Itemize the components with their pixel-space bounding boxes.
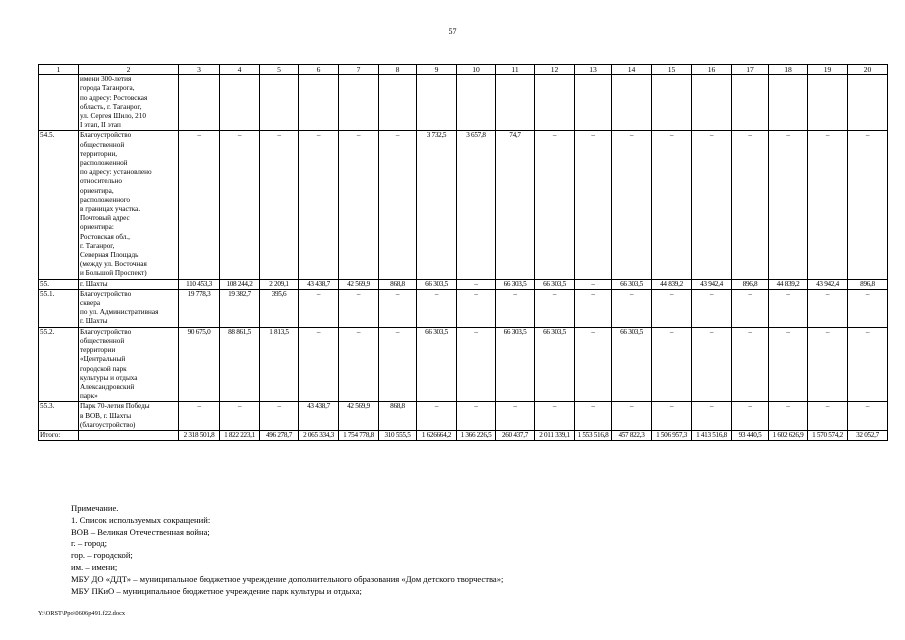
note-line: МБУ ДО «ДДТ» – муниципальное бюджетное учреждение дополнительного образования «Дом детского творчества»; <box>71 573 504 584</box>
value-cell: – <box>220 402 260 431</box>
header-cell: 4 <box>220 65 260 75</box>
note-line: г. – город; <box>71 538 108 549</box>
value-cell: – <box>808 289 848 327</box>
header-cell: 14 <box>612 65 652 75</box>
value-cell: 19 778,3 <box>179 289 220 327</box>
value-cell: – <box>848 402 888 431</box>
value-cell: – <box>692 131 732 279</box>
value-cell: 42 569,9 <box>339 402 379 431</box>
value-cell <box>379 75 417 131</box>
value-cell: – <box>260 402 299 431</box>
value-cell: – <box>379 131 417 279</box>
value-cell: – <box>575 327 612 402</box>
value-cell: 44 839,2 <box>769 279 808 289</box>
value-cell: 896,8 <box>848 279 888 289</box>
value-cell: – <box>652 327 692 402</box>
header-cell: 12 <box>535 65 575 75</box>
value-cell: 2 011 339,1 <box>535 430 575 440</box>
value-cell: – <box>299 327 339 402</box>
value-cell: – <box>220 131 260 279</box>
value-cell: – <box>299 289 339 327</box>
value-cell: 260 437,7 <box>496 430 535 440</box>
table-row <box>39 289 888 327</box>
table-row <box>39 327 888 402</box>
value-cell: – <box>848 131 888 279</box>
row-name-cell <box>79 430 179 440</box>
header-cell: 1 <box>39 65 79 75</box>
value-cell: 1 506 957,3 <box>652 430 692 440</box>
value-cell: – <box>769 131 808 279</box>
value-cell: 3 657,8 <box>457 131 496 279</box>
header-cell: 11 <box>496 65 535 75</box>
row-name-cell: Благоустройство общественной территории «Центральный городской парк культуры и отдыха Александровский парк» <box>79 327 179 402</box>
value-cell: – <box>457 327 496 402</box>
value-cell <box>692 75 732 131</box>
value-cell: 457 822,3 <box>612 430 652 440</box>
header-cell: 19 <box>808 65 848 75</box>
value-cell: 395,6 <box>260 289 299 327</box>
value-cell: – <box>808 327 848 402</box>
value-cell: – <box>652 402 692 431</box>
value-cell: – <box>732 131 769 279</box>
value-cell <box>179 75 220 131</box>
value-cell <box>260 75 299 131</box>
value-cell: 66 303,5 <box>612 327 652 402</box>
value-cell: 44 839,2 <box>652 279 692 289</box>
row-name-cell: г. Шахты <box>79 279 179 289</box>
row-index-cell <box>39 75 79 131</box>
value-cell: – <box>575 402 612 431</box>
value-cell: 1 366 226,5 <box>457 430 496 440</box>
table-row <box>39 75 888 131</box>
value-cell: 2 209,1 <box>260 279 299 289</box>
value-cell: – <box>299 131 339 279</box>
value-cell: 66 303,5 <box>535 279 575 289</box>
document-path: Y:\ORST\Ppo\0606p491.f22.docx <box>38 610 126 617</box>
value-cell <box>220 75 260 131</box>
value-cell: 66 303,5 <box>496 279 535 289</box>
value-cell: 1 553 516,8 <box>575 430 612 440</box>
value-cell: 43 438,7 <box>299 402 339 431</box>
row-index-cell: Итого: <box>39 430 79 440</box>
row-name-cell: Благоустройство общественной территории, расположенной по адресу: установлено относительно ориентира, расположенного в границах участка. Почтовый адрес ориентира: Ростовская обл., г. Таганрог, Северная Площадь (между ул. Восточная и Большой Проспект) <box>79 131 179 279</box>
value-cell: – <box>496 402 535 431</box>
header-cell: 7 <box>339 65 379 75</box>
value-cell: – <box>339 327 379 402</box>
value-cell: 43 942,4 <box>808 279 848 289</box>
row-index-cell: 55. <box>39 279 79 289</box>
header-cell: 15 <box>652 65 692 75</box>
value-cell: – <box>808 131 848 279</box>
value-cell: – <box>652 289 692 327</box>
value-cell: – <box>457 289 496 327</box>
value-cell: 32 052,7 <box>848 430 888 440</box>
value-cell <box>848 75 888 131</box>
row-index-cell: 55.3. <box>39 402 79 431</box>
note-line: 1. Список используемых сокращений: <box>71 514 211 525</box>
value-cell <box>457 75 496 131</box>
value-cell <box>575 75 612 131</box>
value-cell: – <box>379 327 417 402</box>
header-cell: 2 <box>79 65 179 75</box>
value-cell: – <box>692 289 732 327</box>
value-cell: – <box>179 131 220 279</box>
value-cell <box>339 75 379 131</box>
value-cell <box>299 75 339 131</box>
value-cell: – <box>612 289 652 327</box>
header-cell: 8 <box>379 65 417 75</box>
value-cell <box>652 75 692 131</box>
header-cell: 16 <box>692 65 732 75</box>
value-cell: 1 570 574,2 <box>808 430 848 440</box>
value-cell: – <box>769 402 808 431</box>
header-cell: 3 <box>179 65 220 75</box>
header-cell: 17 <box>732 65 769 75</box>
header-cell: 9 <box>417 65 457 75</box>
value-cell: – <box>732 289 769 327</box>
note-line: гор. – городской; <box>71 550 133 561</box>
header-cell: 5 <box>260 65 299 75</box>
row-index-cell: 54.5. <box>39 131 79 279</box>
value-cell <box>496 75 535 131</box>
value-cell: – <box>612 131 652 279</box>
value-cell: 868,8 <box>379 279 417 289</box>
value-cell: – <box>339 131 379 279</box>
value-cell: 42 569,9 <box>339 279 379 289</box>
value-cell: 74,7 <box>496 131 535 279</box>
value-cell: – <box>848 327 888 402</box>
value-cell: – <box>457 402 496 431</box>
page-number: 57 <box>448 27 457 36</box>
value-cell: 1 602 626,9 <box>769 430 808 440</box>
row-index-cell: 55.1. <box>39 289 79 327</box>
value-cell: – <box>652 131 692 279</box>
value-cell <box>612 75 652 131</box>
note-line: МБУ ПКиО – муниципальное бюджетное учреждение парк культуры и отдыха; <box>71 585 362 596</box>
header-cell: 18 <box>769 65 808 75</box>
value-cell <box>417 75 457 131</box>
table-row <box>39 430 888 440</box>
header-cell: 10 <box>457 65 496 75</box>
value-cell: – <box>535 131 575 279</box>
value-cell: – <box>808 402 848 431</box>
value-cell: 2 318 501,8 <box>179 430 220 440</box>
value-cell: 93 440,5 <box>732 430 769 440</box>
note-line: Примечание. <box>71 503 119 513</box>
value-cell: – <box>535 289 575 327</box>
value-cell: – <box>575 289 612 327</box>
value-cell: – <box>496 289 535 327</box>
value-cell: – <box>575 131 612 279</box>
value-cell: – <box>612 402 652 431</box>
value-cell: 3 732,5 <box>417 131 457 279</box>
value-cell: 1 626664,2 <box>417 430 457 440</box>
value-cell <box>769 75 808 131</box>
value-cell: – <box>535 402 575 431</box>
value-cell <box>732 75 769 131</box>
row-name-cell: Парк 70-летия Победы в ВОВ, г. Шахты (благоустройство) <box>79 402 179 431</box>
value-cell: 896,8 <box>732 279 769 289</box>
row-name-cell: Благоустройство сквера по ул. Административная г. Шахты <box>79 289 179 327</box>
value-cell: 19 382,7 <box>220 289 260 327</box>
value-cell: 1 822 223,1 <box>220 430 260 440</box>
value-cell: – <box>417 289 457 327</box>
value-cell <box>535 75 575 131</box>
value-cell <box>808 75 848 131</box>
value-cell: 43 942,4 <box>692 279 732 289</box>
value-cell: – <box>732 327 769 402</box>
value-cell: 90 675,0 <box>179 327 220 402</box>
note-line: ВОВ – Великая Отечественная война; <box>71 526 210 537</box>
header-cell: 6 <box>299 65 339 75</box>
table-row <box>39 131 888 279</box>
value-cell: 868,8 <box>379 402 417 431</box>
value-cell: – <box>732 402 769 431</box>
budget-table <box>38 64 888 441</box>
value-cell: – <box>379 289 417 327</box>
value-cell: – <box>575 279 612 289</box>
header-row <box>39 65 888 75</box>
value-cell: 66 303,5 <box>496 327 535 402</box>
value-cell: – <box>692 402 732 431</box>
value-cell: 310 555,5 <box>379 430 417 440</box>
value-cell: 43 438,7 <box>299 279 339 289</box>
value-cell: 1 813,5 <box>260 327 299 402</box>
value-cell: – <box>692 327 732 402</box>
note-line: им. – имени; <box>71 561 118 572</box>
header-cell: 13 <box>575 65 612 75</box>
value-cell: 88 861,5 <box>220 327 260 402</box>
value-cell: 1 754 778,8 <box>339 430 379 440</box>
value-cell: 66 303,5 <box>612 279 652 289</box>
value-cell: – <box>339 289 379 327</box>
value-cell: – <box>417 402 457 431</box>
row-name-cell: имени 300-летия города Таганрога, по адресу: Ростовская область, г. Таганрог, ул. Сергея Шило, 210 I этап, II этап <box>79 75 179 131</box>
row-index-cell: 55.2. <box>39 327 79 402</box>
value-cell: 496 278,7 <box>260 430 299 440</box>
value-cell: – <box>260 131 299 279</box>
table-row <box>39 402 888 431</box>
value-cell: 66 303,5 <box>417 279 457 289</box>
table-row <box>39 279 888 289</box>
header-cell: 20 <box>848 65 888 75</box>
value-cell: 108 244,2 <box>220 279 260 289</box>
value-cell: – <box>848 289 888 327</box>
value-cell: – <box>769 327 808 402</box>
value-cell: – <box>769 289 808 327</box>
value-cell: – <box>457 279 496 289</box>
notes-section <box>71 503 503 597</box>
value-cell: 2 065 334,3 <box>299 430 339 440</box>
value-cell: 66 303,5 <box>417 327 457 402</box>
value-cell: 110 453,3 <box>179 279 220 289</box>
value-cell: 66 303,5 <box>535 327 575 402</box>
value-cell: – <box>179 402 220 431</box>
value-cell: 1 413 516,8 <box>692 430 732 440</box>
